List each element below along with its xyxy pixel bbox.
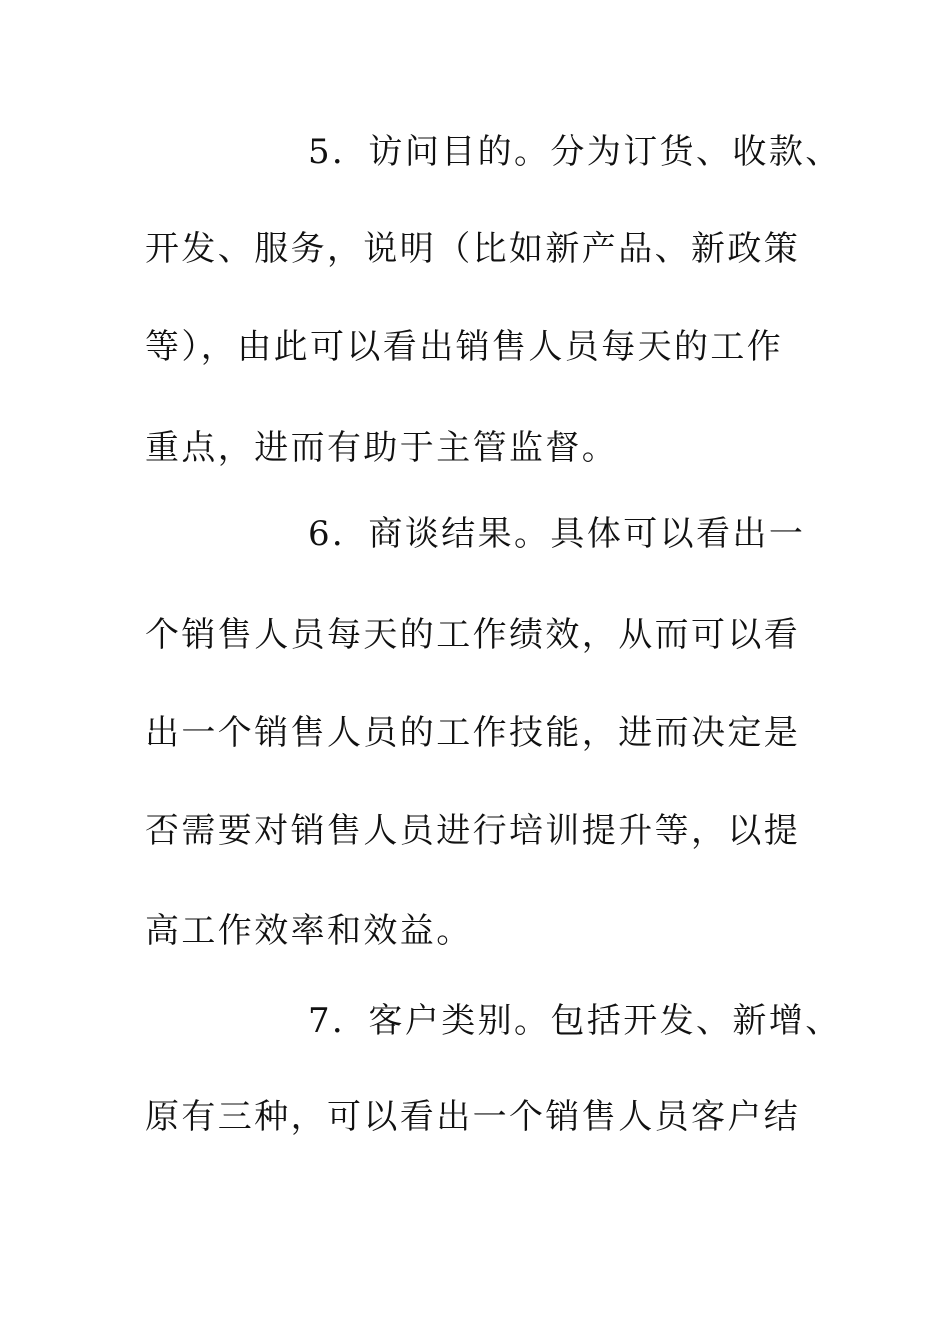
text-line: 个销售人员每天的工作绩效，从而可以看 [145,615,801,655]
text-line-item6-start: 6．商谈结果。具体可以看出一 [308,514,806,554]
text-line-item7-start: 7．客户类别。包括开发、新增、 [308,1001,842,1041]
text-line-item5-start: 5．访问目的。分为订货、收款、 [308,132,842,172]
text-line: 否需要对销售人员进行培训提升等，以提 [145,811,801,851]
text-line: 开发、服务，说明（比如新产品、新政策 [145,229,801,269]
text-line: 原有三种，可以看出一个销售人员客户结 [145,1097,801,1137]
text-line: 高工作效率和效益。 [145,911,473,951]
text-line: 重点，进而有助于主管监督。 [145,428,619,468]
text-line: 等），由此可以看出销售人员每天的工作 [145,327,784,367]
text-line: 出一个销售人员的工作技能，进而决定是 [145,713,801,753]
